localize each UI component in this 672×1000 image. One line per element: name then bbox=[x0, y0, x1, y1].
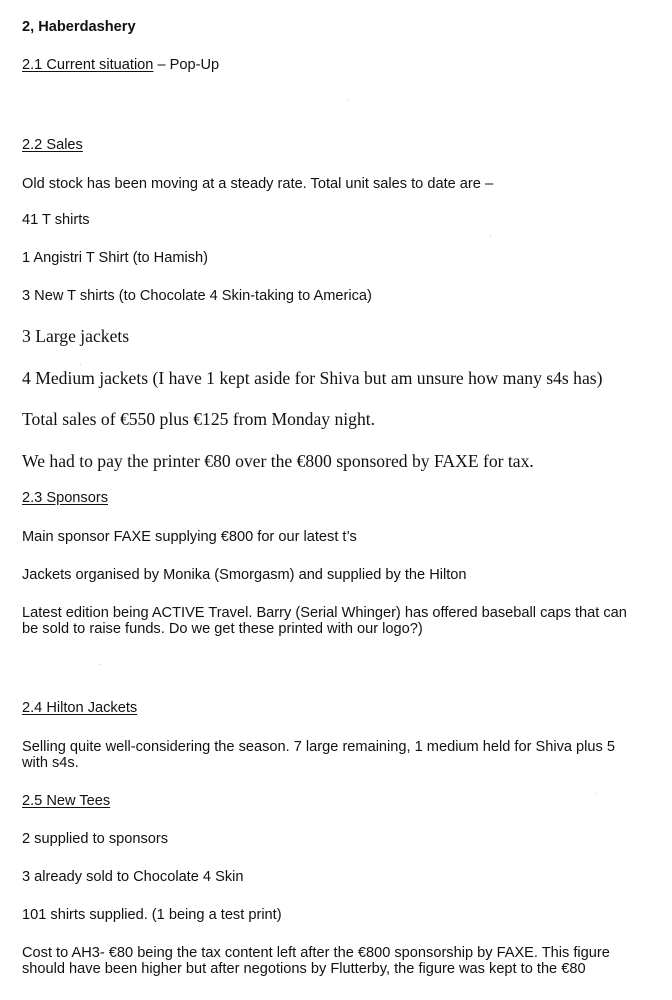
sales-item: 3 Large jackets bbox=[22, 326, 130, 346]
heading-current-situation: 2.1 Current situation bbox=[22, 57, 154, 73]
sales-item: 1 Angistri T Shirt (to Hamish) bbox=[22, 250, 208, 266]
scan-speck bbox=[100, 664, 101, 665]
sales-printer-note: We had to pay the printer €80 over the €800 sponsored by FAXE for tax. bbox=[22, 451, 534, 471]
new-tees-line: 2 supplied to sponsors bbox=[22, 831, 169, 847]
section-title: 2, Haberdashery bbox=[22, 19, 136, 35]
heading-hilton-jackets: 2.4 Hilton Jackets bbox=[22, 700, 138, 716]
scan-speck bbox=[80, 364, 81, 365]
sales-item: 41 T shirts bbox=[22, 212, 90, 228]
new-tees-line: 101 shirts supplied. (1 being a test print) bbox=[22, 907, 282, 923]
scan-speck bbox=[490, 236, 491, 237]
scan-speck bbox=[596, 793, 597, 794]
sales-total: Total sales of €550 plus €125 from Monday night. bbox=[22, 409, 376, 429]
new-tees-line: 3 already sold to Chocolate 4 Skin bbox=[22, 869, 244, 885]
heading-sponsors: 2.3 Sponsors bbox=[22, 490, 108, 506]
hilton-jackets-text: Selling quite well-considering the season. 7 large remaining, 1 medium held for Shiva plus 5 with s4s. bbox=[22, 739, 615, 771]
current-situation-value: – Pop-Up bbox=[153, 57, 220, 73]
subsection-2-1 bbox=[22, 57, 219, 73]
sales-intro: Old stock has been moving at a steady rate. Total unit sales to date are – bbox=[22, 176, 494, 192]
scan-speck bbox=[347, 99, 348, 100]
sponsor-line: Latest edition being ACTIVE Travel. Barry (Serial Whinger) has offered baseball caps that can be sold to raise funds. Do we get these printed with our logo?) bbox=[22, 605, 627, 637]
sponsor-line: Jackets organised by Monika (Smorgasm) and supplied by the Hilton bbox=[22, 567, 467, 583]
sales-item: 3 New T shirts (to Chocolate 4 Skin-taking to America) bbox=[22, 288, 372, 304]
sales-item: 4 Medium jackets (I have 1 kept aside for Shiva but am unsure how many s4s has) bbox=[22, 368, 603, 388]
heading-new-tees: 2.5 New Tees bbox=[22, 793, 111, 809]
sponsor-line: Main sponsor FAXE supplying €800 for our latest t’s bbox=[22, 529, 357, 545]
heading-sales: 2.2 Sales bbox=[22, 137, 83, 153]
new-tees-line: Cost to AH3- €80 being the tax content left after the €800 sponsorship by FAXE. This figure should have been higher but after negotions by Flutterby, the figure was kept to the €80 bbox=[22, 945, 610, 977]
